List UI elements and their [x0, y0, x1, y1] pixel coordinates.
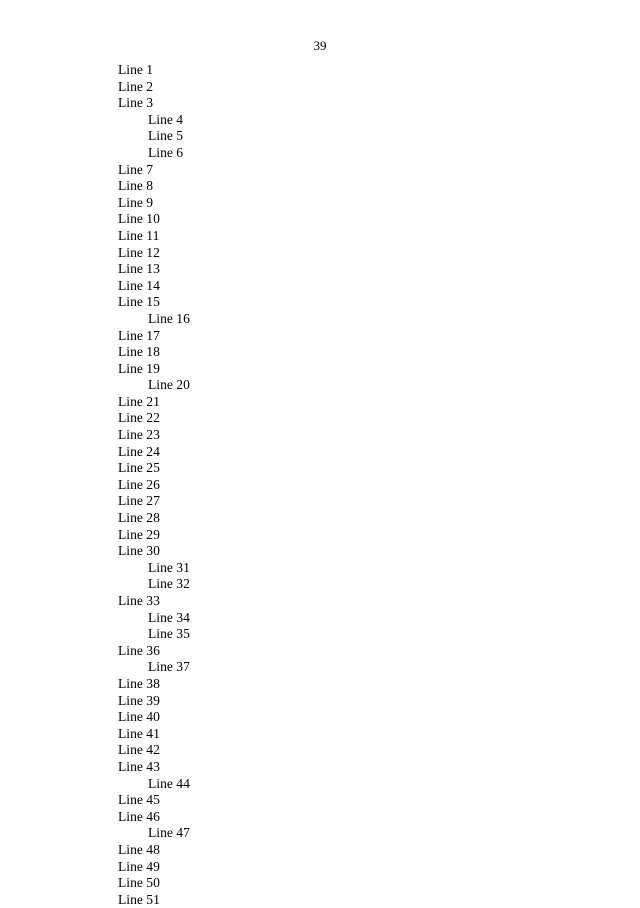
page-number: 39	[313, 38, 327, 53]
text-line: Line 30	[118, 543, 160, 559]
text-line: Line 25	[118, 460, 160, 476]
text-line: Line 7	[118, 161, 154, 177]
text-line: Line 37	[148, 659, 190, 675]
text-line: Line 45	[118, 792, 160, 808]
text-line: Line 20	[148, 377, 190, 393]
text-line: Line 49	[118, 858, 160, 874]
text-line: Line 41	[118, 725, 160, 741]
text-line: Line 32	[148, 576, 190, 592]
text-line: Line 48	[118, 841, 160, 857]
text-line: Line 27	[118, 493, 160, 509]
text-line: Line 36	[118, 642, 160, 658]
text-line: Line 6	[148, 144, 184, 160]
text-line: Line 12	[118, 244, 160, 260]
text-line: Line 1	[118, 62, 154, 77]
text-line: Line 31	[148, 559, 190, 575]
text-line: Line 19	[118, 360, 160, 376]
text-line: Line 50	[118, 875, 160, 891]
text-line: Line 8	[118, 178, 154, 194]
text-line: Line 28	[118, 510, 160, 526]
text-line: Line 39	[118, 692, 160, 708]
text-line: Line 14	[118, 277, 160, 293]
text-line: Line 18	[118, 344, 160, 360]
document-body	[118, 62, 530, 908]
text-line: Line 9	[118, 194, 154, 210]
text-line: Line 38	[118, 675, 160, 691]
text-line: Line 34	[148, 609, 190, 625]
text-line: Line 5	[148, 128, 184, 144]
text-line: Line 22	[118, 410, 160, 426]
text-line: Line 35	[148, 626, 190, 642]
text-line: Line 24	[118, 443, 160, 459]
text-line: Line 42	[118, 742, 160, 758]
text-line: Line 15	[118, 294, 160, 310]
text-line: Line 46	[118, 808, 160, 824]
text-line: Line 29	[118, 526, 160, 542]
text-line: Line 13	[118, 261, 160, 277]
text-line: Line 16	[148, 310, 190, 326]
text-line: Line 17	[118, 327, 160, 343]
text-line: Line 33	[118, 593, 160, 608]
text-line: Line 44	[148, 775, 190, 791]
text-line: Line 4	[148, 111, 184, 127]
text-line: Line 43	[118, 758, 160, 774]
text-line: Line 40	[118, 709, 160, 725]
text-line: Line 26	[118, 476, 160, 492]
text-line: Line 3	[118, 95, 154, 111]
text-line: Line 10	[118, 211, 160, 227]
text-line: Line 21	[118, 393, 160, 409]
text-line: Line 11	[118, 227, 160, 243]
text-line: Line 51	[118, 891, 160, 907]
text-line: Line 47	[148, 825, 190, 841]
text-line: Line 23	[118, 427, 160, 443]
text-line: Line 2	[118, 78, 154, 94]
